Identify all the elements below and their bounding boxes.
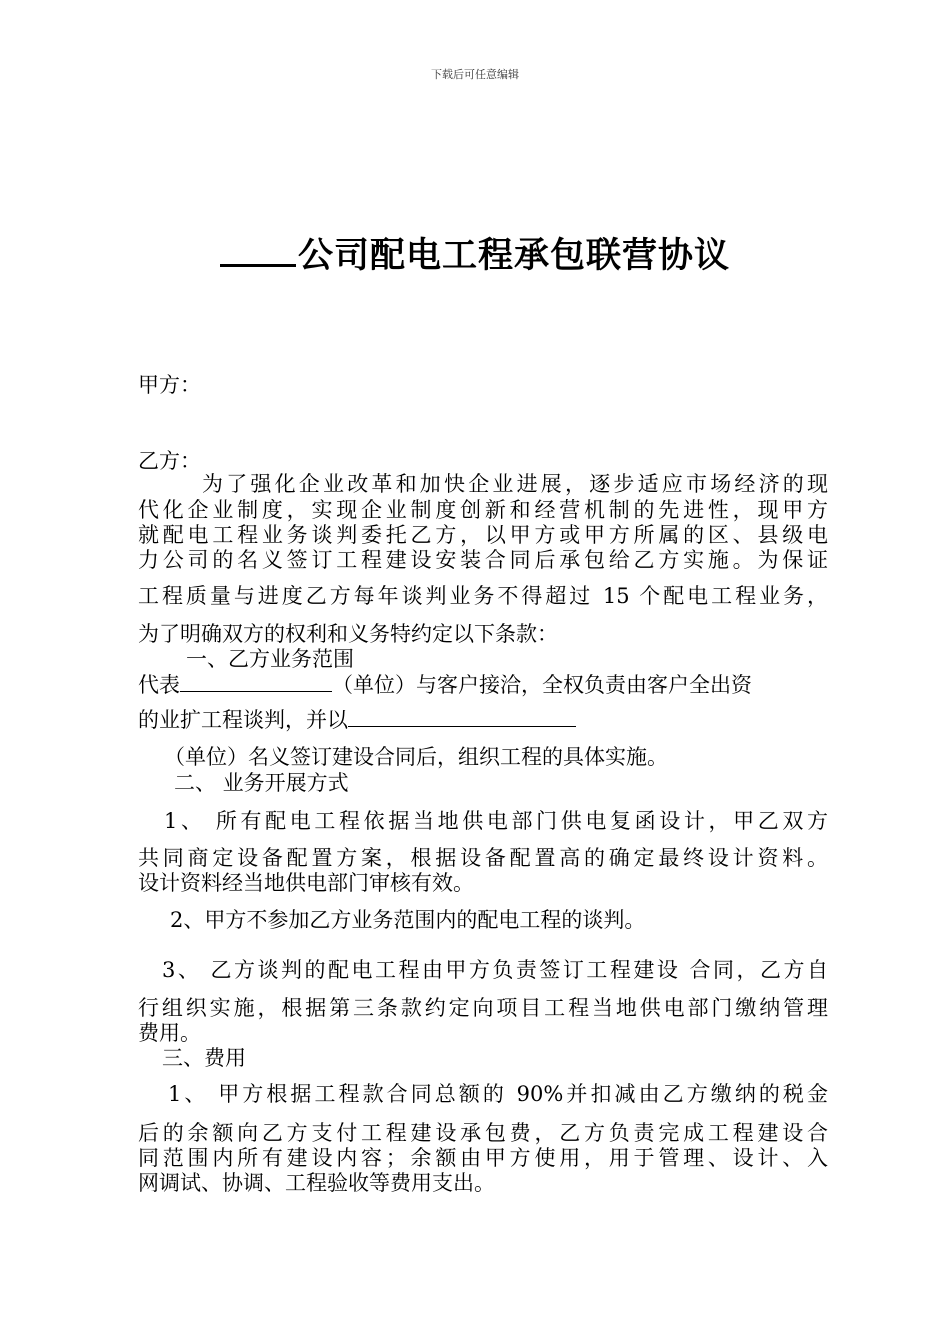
section-3-item-1-line: 1、 甲方根据工程款合同总额的 90%并扣减由乙方缴纳的税金 [168, 1082, 828, 1106]
intro-line: 力公司的名义签订工程建设安装合同后承包给乙方实施。为保证 [138, 548, 828, 572]
section-3-item-1-line: 后的余额向乙方支付工程建设承包费，乙方负责完成工程建设合 [138, 1121, 828, 1145]
section-1-line: （单位）名义签订建设合同后，组织工程的具体实施。 [164, 745, 668, 769]
header-note: 下载后可任意编辑 [431, 68, 519, 81]
section-3-heading: 三、费用 [162, 1046, 246, 1070]
intro-line: 为了强化企业改革和加快企业进展，逐步适应市场经济的现 [202, 472, 828, 496]
section-3-item-1-line: 网调试、协调、工程验收等费用支出。 [138, 1171, 495, 1195]
party-b-label: 乙方： [138, 449, 201, 473]
section-1-line [138, 708, 828, 733]
title-blank [220, 234, 296, 267]
section-1-heading: 一、乙方业务范围 [186, 647, 354, 671]
party-a-label: 甲方： [138, 373, 201, 397]
section-1-line2-text: 的业扩工程谈判，并以 [138, 708, 348, 732]
section-1-line1-pre: 代表 [138, 673, 180, 697]
intro-line: 工程质量与进度乙方每年谈判业务不得超过 15 个配电工程业务， [138, 584, 828, 608]
intro-line: 为了明确双方的权利和义务特约定以下条款： [138, 622, 558, 646]
section-1-line [138, 673, 828, 698]
unit-blank-1 [180, 673, 332, 692]
intro-line: 就配电工程业务谈判委托乙方，以甲方或甲方所属的区、县级电 [138, 523, 828, 547]
unit-blank-2 [348, 708, 576, 727]
section-2-item-1-line: 1、 所有配电工程依据当地供电部门供电复函设计，甲乙双方 [164, 809, 828, 833]
section-1-line1-post: （单位）与客户接洽，全权负责由客户全出资 [332, 673, 752, 697]
document-title [0, 228, 950, 278]
section-2-item-3-line: 费用。 [138, 1021, 201, 1045]
section-3-item-1-line: 同范围内所有建设内容；余额由甲方使用，用于管理、设计、入 [138, 1146, 828, 1170]
intro-line: 代化企业制度，实现企业制度创新和经营机制的先进性，现甲方 [138, 498, 828, 522]
section-2-item-1-line: 共同商定设备配置方案，根据设备配置高的确定最终设计资料。 [138, 846, 828, 870]
section-2-item-3-line: 3、 乙方谈判的配电工程由甲方负责签订工程建设 合同，乙方自 [162, 958, 828, 982]
title-text: 公司配电工程承包联营协议 [297, 236, 730, 276]
section-2-item-2: 2、甲方不参加乙方业务范围内的配电工程的谈判。 [170, 908, 646, 932]
section-2-heading: 二、 业务开展方式 [174, 771, 349, 795]
section-2-item-3-line: 行组织实施，根据第三条款约定向项目工程当地供电部门缴纳管理 [138, 996, 828, 1020]
section-2-item-1-line: 设计资料经当地供电部门审核有效。 [138, 871, 474, 895]
